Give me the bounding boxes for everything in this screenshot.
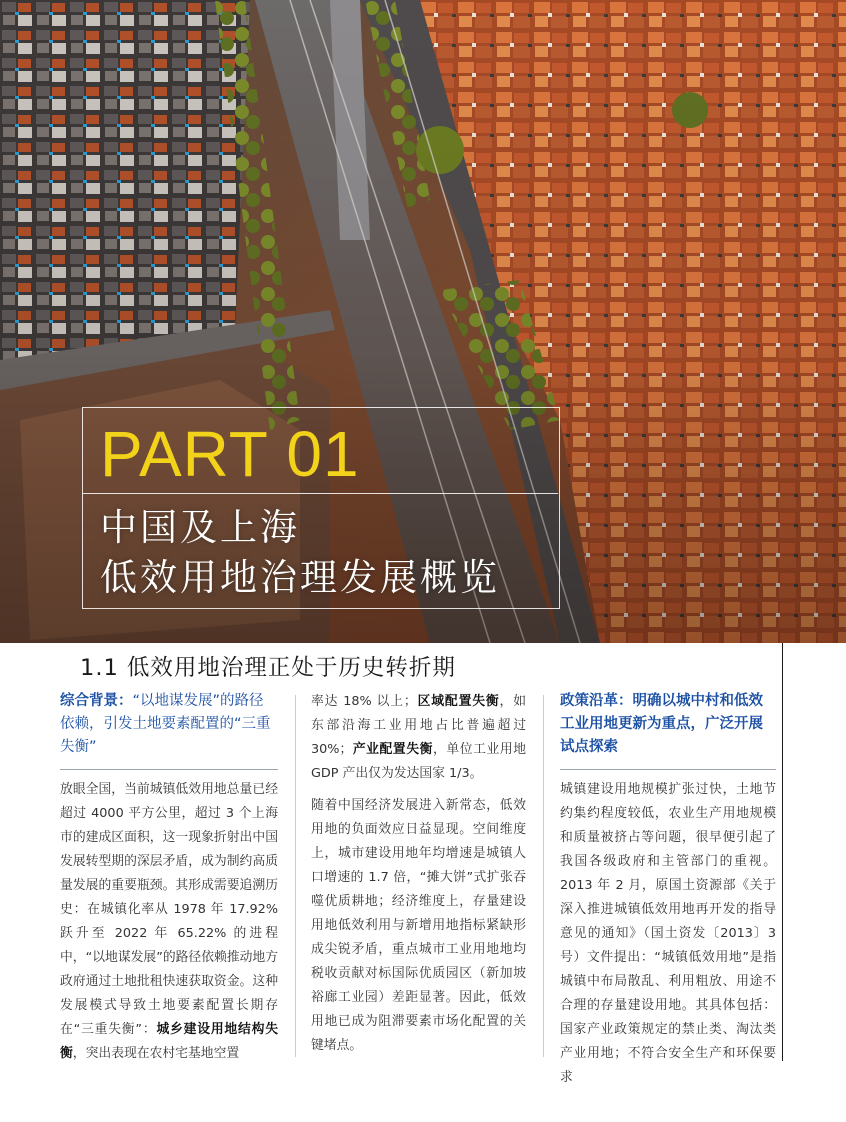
paragraph-text: 放眼全国，当前城镇低效用地总量已经超过 4000 平方公里，超过 3 个上海市的建成区面积，这一现象折射出中国发展转型期的深层矛盾，成为制约高质量发展的重要瓶颈。其形成需要追溯历史：在城镇化率从 1978 年 17.92% 跃升至 2022 年 65.22% 的进程中，“以地谋发展”的路径依赖推动地方政府通过土地批租快速获取资金。这种发展模式导致土地要素配置长期存在“三重失衡”：: [60, 782, 279, 1037]
page-edge-rule: [782, 643, 783, 1061]
paragraph-text: ，单位工业用地 GDP 产出仅为发达国家 1/3。: [311, 742, 527, 781]
paragraph-gap: [311, 786, 526, 794]
column-divider: [543, 695, 544, 1057]
part-label: PART 01: [100, 418, 360, 490]
emphasis-text: 产业配置失衡: [352, 742, 434, 757]
emphasis-text: 城乡建设用地结构失衡: [60, 1022, 278, 1061]
column-2-paragraph-1: [311, 690, 526, 786]
paragraph-text: ，如东部沿海工业用地占比普遍超过 30%；: [311, 694, 527, 757]
title-divider: [82, 493, 558, 494]
paragraph-text: 率达 18% 以上；: [311, 694, 417, 709]
lead-divider: [60, 769, 278, 770]
column-1-paragraph: [60, 778, 278, 1066]
column-3: [560, 690, 776, 1090]
lead-text: 明确以城中村和低效工业用地更新为重点，广泛开展试点探索: [560, 693, 763, 755]
chapter-title-line-1: 中国及上海: [100, 506, 300, 549]
lead-divider: [560, 769, 776, 770]
paragraph-text: ，突出表现在农村宅基地空置: [72, 1046, 240, 1061]
column-3-paragraph: 城镇建设用地规模扩张过快，土地节约集约程度较低，农业生产用地规模和质量被挤占等问题，很早便引起了我国各级政府和主管部门的重视。2013 年 2 月，原国土资源部《关于深入推进城镇低效用地再开发的指导意见的通知》（国土资发〔2013〕3 号）文件提出：“城镇低效用地”是指城镇中布局散乱、利用粗放、用途不合理的存量建设用地。其具体包括：国家产业政策规定的禁止类、淘汰类产业用地；不符合安全生产和环保要求: [560, 782, 776, 1085]
column-2-paragraph-2: 随着中国经济发展进入新常态，低效用地的负面效应日益显现。空间维度上，城市建设用地年均增速是城镇人口增速的 1.7 倍，“摊大饼”式扩张吞噬优质耕地；经济维度上，存量建设用地低效利用与新增用地指标紧缺形成尖锐矛盾，重点城市工业用地地均税收贡献对标国际优质园区（新加坡裕廊工业园）差距显著。因此，低效用地已成为阻滞要素市场化配置的关键堵点。: [311, 798, 526, 1053]
column-3-lead: [560, 690, 776, 759]
lead-label: 政策沿革：: [560, 693, 633, 709]
section-heading: 1.1 低效用地治理正处于历史转折期: [80, 655, 456, 681]
chapter-title-line-2: 低效用地治理发展概览: [100, 556, 500, 599]
column-1-lead: [60, 690, 278, 759]
column-1: [60, 690, 278, 1066]
column-divider: [295, 695, 296, 1057]
lead-text: “以地谋发展”的路径依赖，引发土地要素配置的“三重失衡”: [60, 693, 271, 755]
column-2: [311, 690, 526, 1058]
emphasis-text: 区域配置失衡: [416, 694, 500, 709]
lead-label: 综合背景：: [60, 693, 133, 709]
